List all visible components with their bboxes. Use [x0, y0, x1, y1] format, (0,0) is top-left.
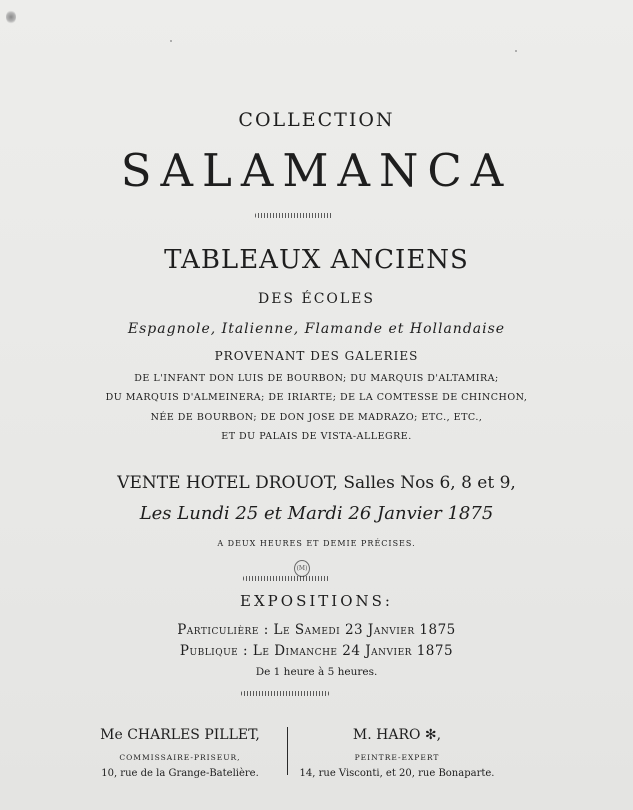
schools-intro: DES ÉCOLES: [257, 291, 375, 307]
schools-list: Espagnole, Italienne, Flamande et Hollandaise: [127, 321, 506, 337]
ornament-rule: [243, 576, 329, 581]
footer-divider: [287, 727, 288, 775]
exposition-particuliere: Particulière : Le Samedi 23 Janvier 1875: [177, 622, 456, 638]
provenance-intro: PROVENANT DES GALERIES: [214, 349, 419, 363]
expositions-heading: EXPOSITIONS:: [240, 592, 393, 610]
provenance-line: ET DU PALAIS DE VISTA-ALLEGRE.: [221, 431, 412, 442]
provenance-line: NÉE DE BOURBON; DE DON JOSE DE MADRAZO; ETC., ETC.,: [150, 412, 483, 423]
paper-speck: [170, 40, 172, 42]
ornament-rule: [255, 213, 333, 218]
ink-blot: [6, 10, 16, 24]
auctioneer-address: 10, rue de la Grange-Batelière.: [101, 768, 259, 779]
expert-block: [292, 727, 502, 779]
sale-dates: Les Lundi 25 et Mardi 26 Janvier 1875: [139, 503, 494, 524]
auctioneer-block: [95, 727, 265, 779]
collection-label: COLLECTION: [238, 109, 395, 131]
expert-role: PEINTRE-EXPERT: [354, 753, 440, 762]
exposition-hours: De 1 heure à 5 heures.: [255, 666, 378, 678]
expert-address: 14, rue Visconti, et 20, rue Bonaparte.: [299, 768, 495, 779]
paper-speck: [515, 50, 517, 52]
sale-time: A DEUX HEURES ET DEMIE PRÉCISES.: [217, 539, 416, 548]
subject-title: TABLEAUX ANCIENS: [164, 245, 469, 275]
ornament-rule: [241, 691, 329, 696]
exposition-publique: Publique : Le Dimanche 24 Janvier 1875: [179, 643, 454, 659]
provenance-line: DU MARQUIS D'ALMEINERA; DE IRIARTE; DE LA COMTESSE DE CHINCHON,: [105, 392, 528, 403]
auctioneer-name: Me CHARLES PILLET,: [100, 727, 260, 743]
collection-title: SALAMANCA: [120, 144, 513, 197]
provenance-line: DE L'INFANT DON LUIS DE BOURBON; DU MARQUIS D'ALTAMIRA;: [134, 373, 499, 384]
expert-name: M. HARO ✻,: [352, 727, 442, 743]
library-stamp: (M): [294, 560, 310, 577]
auctioneer-role: COMMISSAIRE-PRISEUR,: [119, 753, 241, 762]
sale-venue: VENTE HOTEL DROUOT, Salles Nos 6, 8 et 9,: [117, 473, 516, 493]
